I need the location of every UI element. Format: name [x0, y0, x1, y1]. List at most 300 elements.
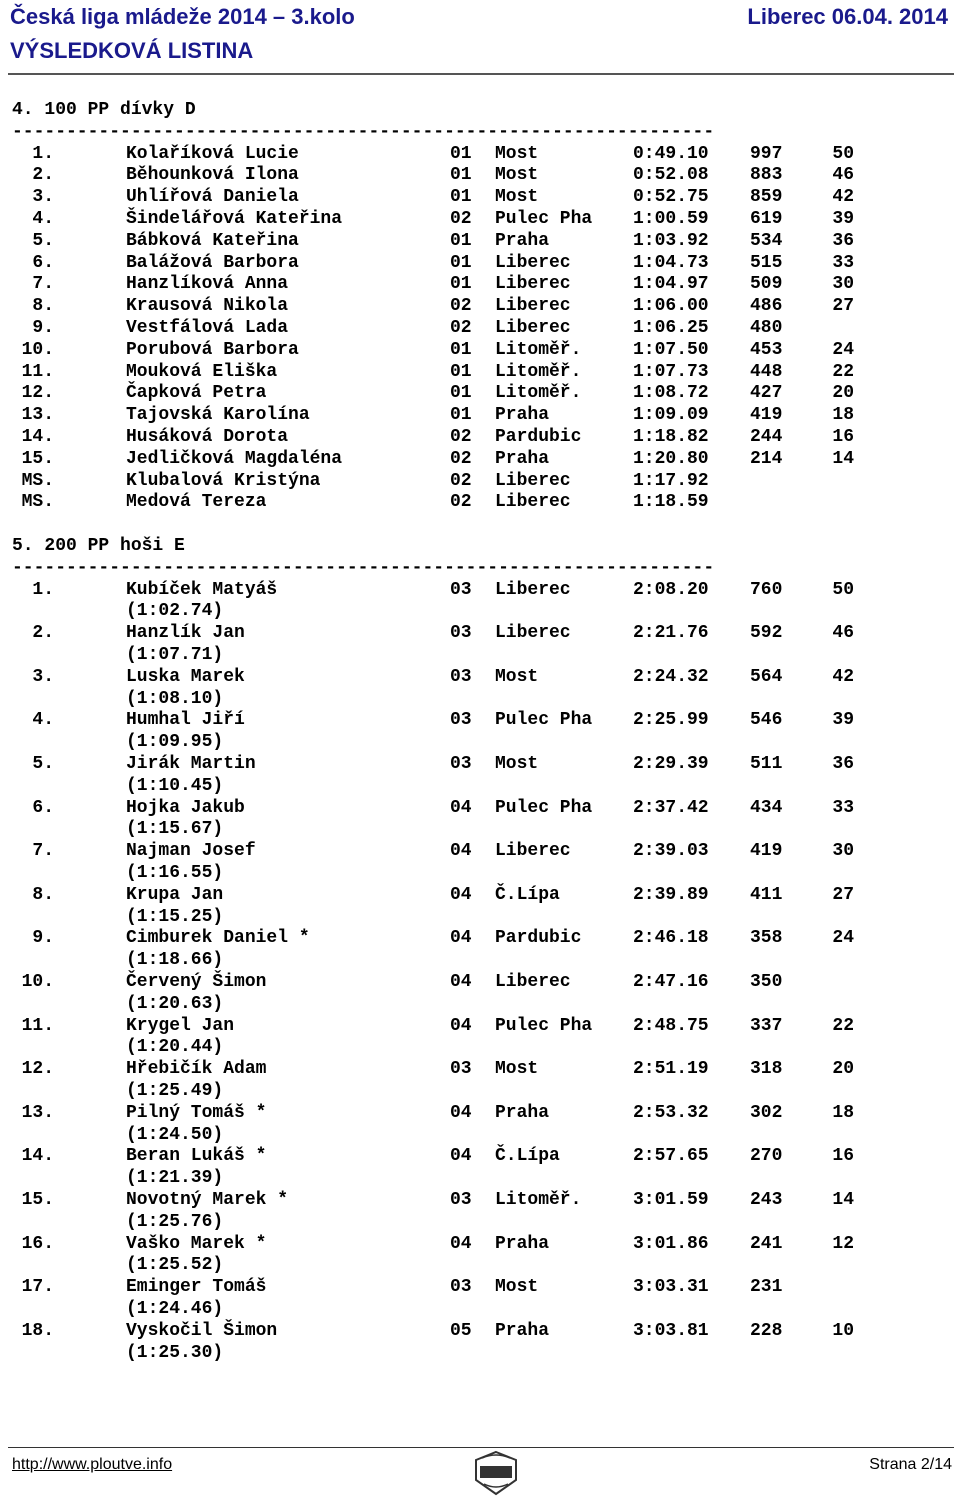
club-name: Liberec	[495, 318, 571, 338]
result-row	[0, 710, 960, 732]
result-rank: 9.	[32, 928, 54, 949]
result-time: 3:03.31	[633, 1277, 709, 1298]
birth-year: 02	[450, 470, 472, 491]
result-time: 2:51.19	[633, 1059, 709, 1080]
league-points: 22	[832, 361, 854, 382]
birth-year: 01	[450, 339, 472, 360]
event-divider: -----------------------------------------------------------------	[12, 557, 715, 578]
result-time: 2:39.03	[633, 841, 709, 862]
club-name: Praha	[495, 1102, 550, 1123]
league-points: 42	[832, 187, 854, 208]
club-name: Most	[495, 754, 539, 774]
fina-points: 448	[750, 361, 783, 382]
swimmer-name: Čapková Petra	[126, 383, 267, 404]
result-time: 2:08.20	[633, 579, 709, 600]
swimmer-name: Bábková Kateřina	[126, 230, 299, 251]
result-rank: 13.	[21, 405, 54, 426]
result-time: 1:17.92	[633, 470, 709, 491]
result-time: 2:37.42	[633, 797, 709, 818]
club-name: Pulec Pha	[495, 209, 593, 229]
club-name: Litoměř.	[495, 361, 582, 382]
result-time: 1:04.73	[633, 252, 709, 273]
club-name: Most	[495, 1277, 539, 1298]
league-points: 33	[832, 797, 854, 818]
result-row	[0, 253, 960, 275]
split-time: (1:07.71)	[126, 645, 224, 665]
result-row	[0, 274, 960, 296]
result-time: 2:48.75	[633, 1015, 709, 1036]
club-name: Most	[495, 165, 539, 186]
league-points: 10	[832, 1320, 854, 1341]
page-header	[10, 4, 954, 72]
result-rank: 18.	[21, 1320, 54, 1341]
league-points: 22	[832, 1015, 854, 1036]
league-points: 20	[832, 383, 854, 404]
fina-points: 515	[750, 252, 783, 273]
league-points: 36	[832, 754, 854, 774]
birth-year: 02	[450, 318, 472, 338]
birth-year: 01	[450, 165, 472, 186]
fina-points: 883	[750, 165, 783, 186]
club-name: Most	[495, 666, 539, 687]
club-name: Pardubic	[495, 928, 582, 949]
result-time: 2:57.65	[633, 1146, 709, 1167]
league-points: 14	[832, 448, 854, 469]
club-name: Liberec	[495, 492, 571, 513]
result-rank: 2.	[32, 165, 54, 186]
swimmer-name: Porubová Barbora	[126, 339, 299, 360]
birth-year: 04	[450, 972, 472, 992]
birth-year: 03	[450, 623, 472, 644]
swimmer-name: Jirák Martin	[126, 754, 256, 774]
league-points: 36	[832, 230, 854, 251]
result-rank: 13.	[21, 1102, 54, 1123]
birth-year: 03	[450, 1059, 472, 1080]
fina-points: 546	[750, 710, 783, 731]
birth-year: 04	[450, 841, 472, 862]
birth-year: 02	[450, 209, 472, 229]
birth-year: 03	[450, 579, 472, 600]
fina-points: 453	[750, 339, 783, 360]
league-points: 18	[832, 1102, 854, 1123]
swimmer-name: Hanzlíková Anna	[126, 274, 289, 295]
league-points: 39	[832, 209, 854, 229]
page-subtitle: VÝSLEDKOVÁ LISTINA	[10, 38, 254, 63]
league-points: 46	[832, 165, 854, 186]
result-rank: 2.	[32, 623, 54, 644]
result-time: 1:07.50	[633, 339, 709, 360]
fina-points: 337	[750, 1015, 783, 1036]
swimmer-name: Hřebičík Adam	[126, 1059, 267, 1080]
club-name: Pulec Pha	[495, 1015, 593, 1036]
league-points: 16	[832, 1146, 854, 1167]
swimmer-name: Hojka Jakub	[126, 797, 245, 818]
birth-year: 01	[450, 187, 472, 208]
result-rank: 9.	[32, 318, 54, 338]
result-row	[0, 209, 960, 231]
result-time: 2:21.76	[633, 623, 709, 644]
swimmer-name: Novotný Marek *	[126, 1190, 289, 1210]
club-name: Praha	[495, 448, 550, 469]
club-name: Č.Lípa	[495, 1146, 560, 1167]
result-row	[0, 667, 960, 689]
result-time: 3:01.86	[633, 1233, 709, 1254]
birth-year: 02	[450, 492, 472, 513]
birth-year: 05	[450, 1320, 472, 1341]
birth-year: 04	[450, 1015, 472, 1036]
fina-points: 434	[750, 797, 783, 818]
split-time: (1:25.52)	[126, 1255, 224, 1276]
result-rank: 7.	[32, 841, 54, 862]
result-row	[0, 928, 960, 950]
league-points: 46	[832, 623, 854, 644]
result-rank: 5.	[32, 754, 54, 774]
result-rank: 14.	[21, 427, 54, 447]
result-rank: 5.	[32, 230, 54, 251]
result-rank: MS.	[21, 492, 54, 513]
result-row	[0, 580, 960, 602]
split-time: (1:10.45)	[126, 775, 224, 796]
result-rank: 12.	[21, 383, 54, 404]
swimmer-name: Krausová Nikola	[126, 296, 289, 317]
birth-year: 01	[450, 383, 472, 404]
fina-points: 619	[750, 209, 783, 229]
league-points: 50	[832, 143, 854, 164]
fina-points: 302	[750, 1102, 783, 1123]
result-rank: 15.	[21, 448, 54, 469]
result-rank: 3.	[32, 666, 54, 687]
result-time: 3:03.81	[633, 1320, 709, 1341]
result-row	[0, 492, 960, 514]
league-points: 18	[832, 405, 854, 426]
result-rank: 8.	[32, 884, 54, 905]
birth-year: 03	[450, 1277, 472, 1298]
club-name: Liberec	[495, 470, 571, 491]
fina-points: 419	[750, 405, 783, 426]
swimmer-name: Jedličková Magdaléna	[126, 448, 343, 469]
club-name: Pulec Pha	[495, 710, 593, 731]
fina-points: 760	[750, 579, 783, 600]
result-time: 1:06.25	[633, 318, 709, 338]
result-row	[0, 449, 960, 471]
split-time: (1:08.10)	[126, 688, 224, 709]
fina-points: 592	[750, 623, 783, 644]
split-time: (1:15.25)	[126, 906, 224, 927]
birth-year: 03	[450, 754, 472, 774]
swimmer-name: Humhal Jiří	[126, 710, 245, 731]
birth-year: 04	[450, 1233, 472, 1254]
swimmer-name: Vaško Marek *	[126, 1233, 267, 1254]
club-name: Liberec	[495, 274, 571, 295]
club-name: Most	[495, 187, 539, 208]
result-row	[0, 1059, 960, 1081]
result-row	[0, 623, 960, 645]
page-title: Česká liga mládeže 2014 – 3.kolo	[10, 4, 355, 29]
result-time: 0:52.08	[633, 165, 709, 186]
result-row	[0, 144, 960, 166]
club-name: Liberec	[495, 296, 571, 317]
result-rank: 15.	[21, 1190, 54, 1210]
club-name: Liberec	[495, 579, 571, 600]
league-points: 42	[832, 666, 854, 687]
result-row	[0, 798, 960, 820]
league-points: 16	[832, 427, 854, 447]
result-row	[0, 471, 960, 493]
swimmer-name: Medová Tereza	[126, 492, 267, 513]
club-name: Praha	[495, 230, 550, 251]
result-row	[0, 1321, 960, 1343]
result-row	[0, 1146, 960, 1168]
result-time: 0:49.10	[633, 143, 709, 164]
club-name: Most	[495, 1059, 539, 1080]
split-time: (1:24.46)	[126, 1299, 224, 1319]
result-rank: 8.	[32, 296, 54, 317]
result-rank: 1.	[32, 143, 54, 164]
swimmer-name: Kolaříková Lucie	[126, 143, 299, 164]
result-row	[0, 165, 960, 187]
result-row	[0, 405, 960, 427]
header-divider	[8, 73, 954, 75]
league-points: 24	[832, 339, 854, 360]
split-time: (1:20.63)	[126, 993, 224, 1014]
result-rank: 1.	[32, 579, 54, 600]
result-time: 2:25.99	[633, 710, 709, 731]
fina-points: 243	[750, 1190, 783, 1210]
result-row	[0, 1190, 960, 1212]
result-row	[0, 383, 960, 405]
birth-year: 01	[450, 274, 472, 295]
result-time: 2:53.32	[633, 1102, 709, 1123]
club-name: Č.Lípa	[495, 884, 560, 905]
swimmer-name: Tajovská Karolína	[126, 405, 310, 426]
club-name: Liberec	[495, 841, 571, 862]
result-time: 1:18.59	[633, 492, 709, 513]
fina-points: 427	[750, 383, 783, 404]
swimmer-name: Hanzlík Jan	[126, 623, 245, 644]
result-time: 1:03.92	[633, 230, 709, 251]
result-row	[0, 318, 960, 340]
birth-year: 04	[450, 1146, 472, 1167]
birth-year: 04	[450, 1102, 472, 1123]
result-time: 1:20.80	[633, 448, 709, 469]
result-row	[0, 1277, 960, 1299]
swimmer-name: Vestfálová Lada	[126, 318, 289, 338]
swimmer-name: Luska Marek	[126, 666, 245, 687]
swimmer-name: Červený Šimon	[126, 972, 267, 992]
result-rank: 4.	[32, 710, 54, 731]
result-time: 1:08.72	[633, 383, 709, 404]
club-name: Pulec Pha	[495, 797, 593, 818]
result-row	[0, 885, 960, 907]
result-row	[0, 841, 960, 863]
club-name: Praha	[495, 1320, 550, 1341]
fina-points: 419	[750, 841, 783, 862]
result-rank: 12.	[21, 1059, 54, 1080]
birth-year: 01	[450, 143, 472, 164]
swimmer-name: Krygel Jan	[126, 1015, 235, 1036]
fina-points: 486	[750, 296, 783, 317]
swimmer-name: Husáková Dorota	[126, 427, 289, 447]
birth-year: 02	[450, 296, 472, 317]
birth-year: 03	[450, 666, 472, 687]
birth-year: 04	[450, 797, 472, 818]
swimmer-name: Pilný Tomáš *	[126, 1102, 267, 1123]
footer-divider	[8, 1447, 954, 1448]
swimmer-name: Beran Lukáš *	[126, 1146, 267, 1167]
swimmer-name: Klubalová Kristýna	[126, 470, 321, 491]
result-time: 1:09.09	[633, 405, 709, 426]
club-name: Liberec	[495, 972, 571, 992]
result-row	[0, 754, 960, 776]
fina-points: 241	[750, 1233, 783, 1254]
fina-points: 511	[750, 754, 783, 774]
result-row	[0, 972, 960, 994]
result-rank: MS.	[21, 470, 54, 491]
swimmer-name: Uhlířová Daniela	[126, 187, 299, 208]
result-rank: 10.	[21, 339, 54, 360]
birth-year: 01	[450, 405, 472, 426]
club-name: Litoměř.	[495, 383, 582, 404]
league-points: 39	[832, 710, 854, 731]
result-time: 1:06.00	[633, 296, 709, 317]
fina-points: 480	[750, 318, 783, 338]
result-rank: 7.	[32, 274, 54, 295]
fina-points: 534	[750, 230, 783, 251]
split-time: (1:25.76)	[126, 1211, 224, 1232]
split-time: (1:18.66)	[126, 950, 224, 971]
result-rank: 16.	[21, 1233, 54, 1254]
result-row	[0, 296, 960, 318]
result-time: 1:04.97	[633, 274, 709, 295]
split-time: (1:25.49)	[126, 1081, 224, 1101]
result-time: 1:07.73	[633, 361, 709, 382]
result-rank: 6.	[32, 797, 54, 818]
fina-points: 270	[750, 1146, 783, 1167]
result-rank: 4.	[32, 209, 54, 229]
swimmer-name: Kubíček Matyáš	[126, 579, 278, 600]
league-points: 24	[832, 928, 854, 949]
split-time: (1:02.74)	[126, 601, 224, 622]
place-date: Liberec 06.04. 2014	[747, 4, 948, 29]
birth-year: 01	[450, 252, 472, 273]
fina-points: 214	[750, 448, 783, 469]
result-rank: 11.	[21, 1015, 54, 1036]
result-time: 2:39.89	[633, 884, 709, 905]
fina-points: 350	[750, 972, 783, 992]
swimmer-name: Najman Josef	[126, 841, 256, 862]
split-time: (1:15.67)	[126, 819, 224, 840]
result-time: 2:29.39	[633, 754, 709, 774]
fina-points: 997	[750, 143, 783, 164]
swimmer-name: Balážová Barbora	[126, 252, 299, 273]
birth-year: 03	[450, 1190, 472, 1210]
swimmer-name: Cimburek Daniel *	[126, 928, 310, 949]
club-name: Liberec	[495, 252, 571, 273]
page-number: Strana 2/14	[869, 1456, 952, 1473]
swimmer-name: Šindelářová Kateřina	[126, 209, 343, 229]
league-points: 12	[832, 1233, 854, 1254]
fina-points: 231	[750, 1277, 783, 1298]
birth-year: 01	[450, 230, 472, 251]
result-row	[0, 362, 960, 384]
result-rank: 17.	[21, 1277, 54, 1298]
result-row	[0, 1103, 960, 1125]
birth-year: 01	[450, 361, 472, 382]
club-name: Pardubic	[495, 427, 582, 447]
result-row	[0, 1234, 960, 1256]
birth-year: 04	[450, 884, 472, 905]
birth-year: 02	[450, 427, 472, 447]
club-name: Litoměř.	[495, 339, 582, 360]
swimmer-name: Vyskočil Šimon	[126, 1320, 278, 1341]
result-row	[0, 1016, 960, 1038]
league-points: 30	[832, 274, 854, 295]
club-name: Praha	[495, 405, 550, 426]
fina-points: 564	[750, 666, 783, 687]
club-name: Praha	[495, 1233, 550, 1254]
club-name: Litoměř.	[495, 1190, 582, 1210]
result-time: 2:24.32	[633, 666, 709, 687]
result-time: 2:46.18	[633, 928, 709, 949]
birth-year: 04	[450, 928, 472, 949]
zavody-logo-icon	[472, 1450, 520, 1496]
league-points: 30	[832, 841, 854, 862]
split-time: (1:16.55)	[126, 863, 224, 883]
result-rank: 11.	[21, 361, 54, 382]
split-time: (1:21.39)	[126, 1168, 224, 1189]
fina-points: 859	[750, 187, 783, 208]
club-name: Most	[495, 143, 539, 164]
split-time: (1:25.30)	[126, 1342, 224, 1363]
swimmer-name: Eminger Tomáš	[126, 1277, 267, 1298]
league-points: 14	[832, 1190, 854, 1210]
result-rank: 10.	[21, 972, 54, 992]
event-title: 5. 200 PP hoši E	[12, 536, 185, 556]
league-points: 20	[832, 1059, 854, 1080]
result-time: 3:01.59	[633, 1190, 709, 1210]
footer-website-link[interactable]: http://www.ploutve.info	[12, 1456, 173, 1473]
event-divider: -----------------------------------------------------------------	[12, 121, 715, 142]
result-time: 2:47.16	[633, 972, 709, 992]
event-title: 4. 100 PP dívky D	[12, 100, 196, 120]
fina-points: 228	[750, 1320, 783, 1341]
split-time: (1:24.50)	[126, 1124, 224, 1145]
league-points: 50	[832, 579, 854, 600]
result-row	[0, 427, 960, 449]
result-rank: 6.	[32, 252, 54, 273]
result-rank: 3.	[32, 187, 54, 208]
swimmer-name: Mouková Eliška	[126, 361, 278, 382]
birth-year: 03	[450, 710, 472, 731]
split-time: (1:20.44)	[126, 1037, 224, 1058]
swimmer-name: Krupa Jan	[126, 884, 224, 905]
fina-points: 358	[750, 928, 783, 949]
fina-points: 318	[750, 1059, 783, 1080]
fina-points: 509	[750, 274, 783, 295]
split-time: (1:09.95)	[126, 732, 224, 753]
result-row	[0, 231, 960, 253]
result-row	[0, 187, 960, 209]
league-points: 27	[832, 296, 854, 317]
swimmer-name: Běhounková Ilona	[126, 165, 299, 186]
result-rank: 14.	[21, 1146, 54, 1167]
result-time: 1:00.59	[633, 209, 709, 229]
result-time: 1:18.82	[633, 427, 709, 447]
birth-year: 02	[450, 448, 472, 469]
fina-points: 411	[750, 884, 783, 905]
result-row	[0, 340, 960, 362]
club-name: Liberec	[495, 623, 571, 644]
